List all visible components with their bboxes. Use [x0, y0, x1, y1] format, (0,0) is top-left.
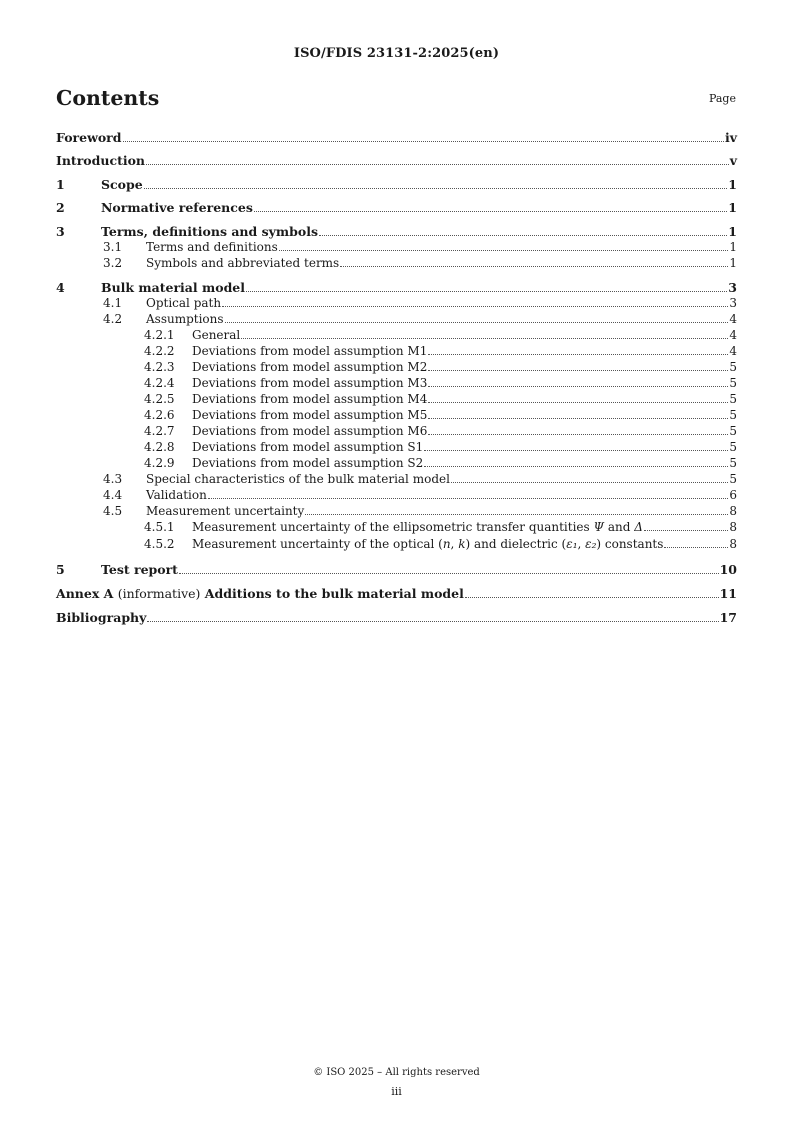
toc-entry-number: 3.2 [103, 256, 123, 270]
toc-entry-4-2[interactable] [56, 312, 737, 326]
toc-leader [147, 621, 718, 622]
toc-entry-label: Deviations from model assumption M3 [192, 376, 428, 390]
toc-leader [144, 188, 728, 189]
toc-entry-number: 4 [56, 280, 65, 295]
toc-entry-number: 4.2.6 [144, 408, 175, 422]
toc-entry-4-2-5[interactable] [56, 392, 737, 406]
toc-entry-label: Bibliography [56, 610, 147, 625]
toc-entry-number: 4.2.4 [144, 376, 175, 390]
toc-entry-label: Deviations from model assumption M4 [192, 392, 428, 406]
toc-entry-3-2[interactable] [56, 256, 737, 270]
toc-entry-label: Deviations from model assumption M2 [192, 360, 428, 374]
toc-entry-page: 5 [729, 424, 737, 438]
toc-entry-number: 4.5 [103, 504, 123, 518]
toc-entry-page: iv [724, 130, 737, 145]
psi-symbol: Ψ [593, 520, 605, 534]
toc-leader [225, 322, 729, 323]
toc-entry-page: 3 [728, 280, 737, 295]
toc-leader [123, 141, 724, 142]
toc-entry-label: Normative references [101, 200, 253, 215]
toc-entry-test-report[interactable] [56, 562, 737, 577]
toc-entry-foreword[interactable] [56, 130, 737, 145]
toc-leader [428, 434, 728, 435]
toc-entry-label: Measurement uncertainty of the optical (n, k) and dielectric (ε₁, ε₂) constants [192, 537, 664, 551]
toc-entry-label: Symbols and abbreviated terms [146, 256, 340, 270]
toc-entry-page: 1 [729, 256, 737, 270]
toc-leader [340, 266, 728, 267]
toc-entry-4-2-3[interactable] [56, 360, 737, 374]
toc-entry-number: 4.2.7 [144, 424, 175, 438]
toc-entry-number: 2 [56, 200, 65, 215]
toc-entry-page: 6 [729, 488, 737, 502]
toc-entry-page: 1 [729, 240, 737, 254]
toc-entry-page: 8 [729, 504, 737, 518]
toc-entry-introduction[interactable] [56, 153, 737, 168]
toc-entry-page: 5 [729, 440, 737, 454]
toc-entry-page: 10 [719, 562, 737, 577]
toc-leader [424, 450, 728, 451]
toc-entry-page: 5 [729, 360, 737, 374]
toc-leader [451, 482, 728, 483]
toc-entry-number: 4.2.3 [144, 360, 175, 374]
toc-entry-number: 4.2.1 [144, 328, 175, 342]
toc-entry-label: Deviations from model assumption S1 [192, 440, 424, 454]
toc-leader [319, 235, 727, 236]
copyright-notice: © ISO 2025 – All rights reserved [313, 1067, 480, 1078]
toc-leader [428, 402, 728, 403]
toc-leader [179, 573, 719, 574]
toc-leader [146, 164, 729, 165]
toc-entry-4-3[interactable] [56, 472, 737, 486]
toc-entry-number: 4.2.9 [144, 456, 175, 470]
toc-entry-number: 4.5.2 [144, 537, 175, 551]
toc-leader [428, 386, 728, 387]
toc-entry-page: 3 [729, 296, 737, 310]
toc-entry-page: 11 [719, 586, 737, 601]
toc-entry-number: 4.2.8 [144, 440, 175, 454]
toc-leader [428, 418, 728, 419]
toc-leader [428, 370, 728, 371]
toc-leader [241, 338, 728, 339]
toc-leader [254, 211, 727, 212]
toc-entry-label: Validation [146, 488, 207, 502]
page-number: iii [391, 1085, 402, 1098]
toc-entry-4-4[interactable] [56, 488, 737, 502]
toc-entry-page: 1 [728, 200, 737, 215]
toc-entry-page: 4 [729, 344, 737, 358]
toc-entry-number: 4.5.1 [144, 520, 175, 534]
toc-entry-normative-references[interactable] [56, 200, 737, 215]
toc-entry-page: 1 [728, 177, 737, 192]
toc-entry-scope[interactable] [56, 177, 737, 192]
toc-entry-number: 4.2.5 [144, 392, 175, 406]
toc-entry-label: Test report [101, 562, 178, 577]
toc-entry-page: 17 [719, 610, 737, 625]
toc-entry-label: Deviations from model assumption M6 [192, 424, 428, 438]
toc-leader [279, 250, 729, 251]
toc-entry-annex-a[interactable] [56, 586, 737, 601]
toc-entry-number: 4.2 [103, 312, 123, 326]
toc-entry-4-2-8[interactable] [56, 440, 737, 454]
toc-entry-4-2-6[interactable] [56, 408, 737, 422]
toc-entry-page: 5 [729, 408, 737, 422]
toc-entry-terms-definitions-symbols[interactable] [56, 224, 737, 239]
toc-entry-4-5[interactable] [56, 504, 737, 518]
toc-entry-page: 8 [729, 537, 737, 551]
toc-leader [246, 291, 727, 292]
toc-entry-4-5-2[interactable] [56, 537, 737, 551]
toc-entry-label: Optical path [146, 296, 222, 310]
toc-entry-label: Measurement uncertainty [146, 504, 305, 518]
toc-entry-page: v [729, 153, 737, 168]
toc-entry-number: 5 [56, 562, 65, 577]
toc-entry-label: Special characteristics of the bulk material model [146, 472, 450, 486]
toc-leader [644, 530, 728, 531]
toc-entry-4-1[interactable] [56, 296, 737, 310]
toc-entry-number: 3.1 [103, 240, 123, 254]
toc-entry-label: Introduction [56, 153, 146, 168]
toc-entry-page: 5 [729, 376, 737, 390]
toc-entry-label: Terms, definitions and symbols [101, 224, 318, 239]
toc-entry-label: Deviations from model assumption M1 [192, 344, 428, 358]
toc-entry-label: Measurement uncertainty of the ellipsometric transfer quantities Ψ and Δ [192, 520, 643, 534]
toc-entry-number: 4.3 [103, 472, 123, 486]
toc-entry-number: 4.1 [103, 296, 123, 310]
toc-entry-label: Scope [101, 177, 143, 192]
toc-entry-page: 5 [729, 392, 737, 406]
document-header: ISO/FDIS 23131-2:2025(en) [293, 46, 500, 61]
toc-entry-4-2-7[interactable] [56, 424, 737, 438]
toc-entry-4-2-9[interactable] [56, 456, 737, 470]
toc-entry-page: 4 [729, 328, 737, 342]
toc-entry-label: Bulk material model [101, 280, 246, 295]
toc-entry-label: General [192, 328, 241, 342]
toc-entry-page: 5 [729, 456, 737, 470]
toc-entry-bibliography[interactable] [56, 610, 737, 625]
toc-leader [424, 466, 728, 467]
toc-leader [222, 306, 728, 307]
page-title: Contents [56, 86, 160, 110]
toc-entry-3-1[interactable] [56, 240, 737, 254]
toc-entry-number: 4.2.2 [144, 344, 175, 358]
toc-leader [428, 354, 728, 355]
toc-entry-4-5-1[interactable] [56, 520, 737, 534]
toc-entry-label: Terms and definitions [146, 240, 278, 254]
toc-entry-number: 4.4 [103, 488, 123, 502]
toc-entry-page: 8 [729, 520, 737, 534]
toc-entry-page: 4 [729, 312, 737, 326]
toc-entry-label: Deviations from model assumption M5 [192, 408, 428, 422]
toc-entry-4-2-1[interactable] [56, 328, 737, 342]
toc-entry-bulk-material-model[interactable] [56, 280, 737, 295]
page-column-label: Page [708, 92, 736, 105]
toc-entry-label: Foreword [56, 130, 122, 145]
toc-entry-label: Annex A (informative) Additions to the bulk material model [56, 586, 464, 601]
toc-entry-4-2-4[interactable] [56, 376, 737, 390]
toc-leader [465, 597, 719, 598]
toc-entry-label: Deviations from model assumption S2 [192, 456, 424, 470]
toc-entry-number: 3 [56, 224, 65, 239]
toc-entry-4-2-2[interactable] [56, 344, 737, 358]
toc-leader [664, 547, 728, 548]
delta-symbol: Δ [634, 520, 643, 534]
toc-leader [305, 514, 728, 515]
toc-leader [208, 498, 729, 499]
toc-entry-page: 1 [728, 224, 737, 239]
toc-entry-page: 5 [729, 472, 737, 486]
toc-entry-number: 1 [56, 177, 65, 192]
toc-entry-label: Assumptions [146, 312, 224, 326]
